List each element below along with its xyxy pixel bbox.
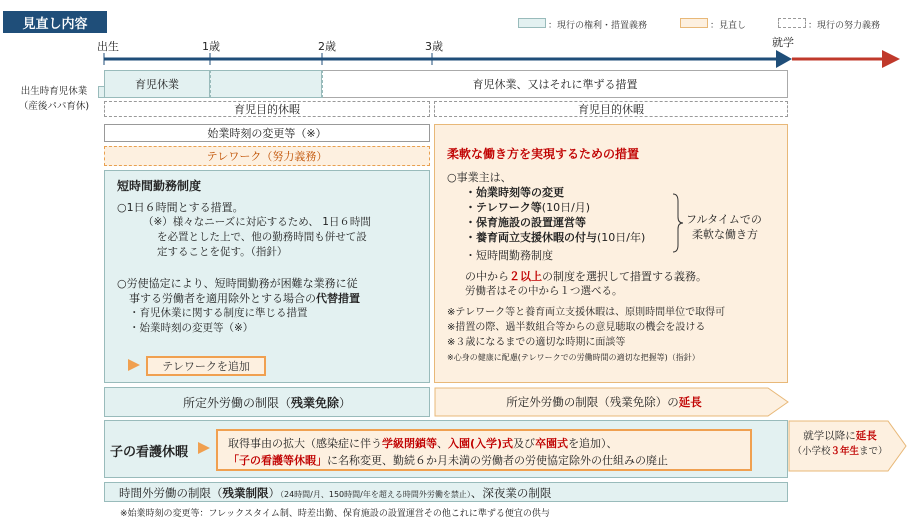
- short-hours-p1-4: 定することを促す。（指針）: [157, 246, 288, 258]
- legend-swatch-effort: [778, 18, 806, 28]
- legend-swatch-current-rights: [518, 18, 546, 28]
- axis-label-1yr: 1歳: [202, 40, 220, 53]
- short-hours-p2-1: ○労使協定により、短時間勤務が困難な業務に従: [117, 277, 358, 290]
- sick-child-arrow-icon: [198, 442, 210, 454]
- sick-child-l1-c: 、: [437, 437, 448, 450]
- flexible-note-1: ※テレワーク等と養育両立支援休暇は、原則時間単位で取得可: [447, 307, 726, 318]
- overtime-limit-c: ）: [268, 486, 280, 500]
- legend-label-effort: ：現行の努力義務: [808, 21, 881, 31]
- flexible-choose-line1: [447, 269, 775, 284]
- sick-child-l1-f: 卒園式: [535, 437, 569, 450]
- sick-child-ext-1: [790, 428, 890, 444]
- childcare-leave-or-equivalent: 育児休業、又はそれに準ずる措置: [322, 70, 788, 98]
- bracket-label-2: 柔軟な働き方: [692, 228, 758, 241]
- sick-child-l1-a: 取得事由の拡大（感染症に伴う: [228, 437, 382, 450]
- overtime-left-b: 残業免除: [290, 395, 339, 410]
- add-arrow-icon: [128, 359, 140, 371]
- footer-note: ※始業時刻の変更等：フレックスタイム制、時差出勤、保育施設の設置運営その他これに準ずる便宜の供与: [120, 509, 550, 519]
- page-title: 見直し内容: [3, 11, 107, 33]
- purpose-leave-right: 育児目的休暇: [434, 101, 788, 117]
- short-hours-block: [104, 170, 430, 383]
- sick-child-ext-b: 延長: [855, 430, 877, 442]
- papa-leave-label-1: 出生時育児休業: [20, 86, 88, 97]
- short-hours-p2-2: [117, 291, 417, 306]
- childcare-leave-bar: 育児休業: [104, 70, 210, 98]
- sick-child-ext-e: まで）: [859, 446, 888, 457]
- legend-label-current-rights: ：現行の権利・措置義務: [548, 21, 648, 31]
- papa-leave-label-2: （産後パパ育休): [18, 101, 90, 112]
- sick-child-l2-b: に名称変更、勤続６か月未満の労働者の労使協定除外の仕組みの廃止: [327, 454, 668, 467]
- flexible-choose-c: の制度を選択して措置する義務。: [542, 270, 707, 283]
- sick-child-ext-c: （小学校: [792, 446, 831, 457]
- flexible-employer: ○事業主は、: [447, 171, 512, 184]
- sick-child-ext-a: 就学以降に: [803, 430, 856, 442]
- overtime-limit-b: 残業制限: [222, 486, 269, 500]
- bracket-label-1: フルタイムでの: [686, 213, 762, 226]
- short-hours-p1-2: （※）様々なニーズに対応するため、 1日６時間: [143, 216, 371, 228]
- sick-child-line-2: [228, 452, 740, 469]
- add-telework-box: テレワークを追加: [146, 356, 266, 376]
- flexible-item-2-rest: (10日/月): [541, 201, 591, 214]
- start-time-change-row: 始業時刻の変更等（※）: [104, 124, 430, 142]
- childcare-leave-extension-1: [210, 70, 322, 98]
- sick-child-l1-e: 及び: [513, 437, 536, 450]
- flexible-note-2: ※措置の際、過半数組合等からの意見聴取の機会を設ける: [447, 322, 706, 333]
- axis-label-2yr: 2歳: [318, 40, 336, 53]
- overtime-right-a: 所定外労働の制限（残業免除）の: [506, 395, 679, 409]
- flexible-item-1: [465, 185, 775, 200]
- axis-label-3yr: 3歳: [425, 40, 443, 53]
- legend-label-review: ：見直し: [710, 21, 747, 31]
- flexible-choose-b: ２以上: [509, 270, 542, 283]
- sick-child-l1-g: を追加）、: [568, 437, 618, 450]
- overtime-left-a: 所定外労働の制限（: [182, 395, 291, 410]
- axis-label-school: 就学: [772, 36, 794, 49]
- telework-effort-row: テレワーク（努力義務）: [104, 146, 430, 166]
- sick-child-ext-2: [790, 444, 890, 460]
- sick-child-l1-b: 学級閉鎖等: [382, 437, 437, 450]
- axis-arrowhead-red: [882, 50, 900, 68]
- bracket-label: [686, 212, 762, 242]
- timeline-axis: [0, 46, 912, 72]
- sick-child-line-1: [228, 435, 740, 452]
- axis-arrowhead-blue: [776, 50, 792, 68]
- flexible-item-4-bold: ・養育両立支援休暇の付与: [465, 231, 597, 244]
- overtime-limit-a: 時間外労働の制限（: [119, 486, 223, 500]
- sick-child-review-box: [216, 429, 752, 471]
- flexible-item-2-bold: ・テレワーク等: [465, 201, 542, 214]
- overtime-limit-d: 、深夜業の制限: [470, 486, 552, 500]
- sick-child-ext-d: ３年生: [830, 446, 859, 457]
- overtime-exemption-left: [104, 387, 430, 417]
- flexible-note-3: ※３歳になるまでの適切な時期に面談等: [447, 337, 626, 348]
- flexible-choose-line2: 労働者はその中から１つ選べる。: [465, 285, 623, 297]
- short-hours-p2-2-text: 事する労働者を適用除外とする場合の: [129, 292, 316, 305]
- purpose-leave-left: 育児目的休暇: [104, 101, 430, 117]
- flexible-work-block: [434, 124, 788, 383]
- flexible-choose-a: の中から: [465, 270, 509, 283]
- sick-child-l2-a: 「子の看護等休暇」: [228, 454, 327, 467]
- legend-swatch-review: [680, 18, 708, 28]
- overtime-left-c: ）: [339, 395, 352, 410]
- sick-child-extension: [790, 428, 890, 460]
- papa-leave-label: [10, 84, 98, 114]
- sick-child-label: 子の看護休暇: [110, 445, 189, 460]
- overtime-extension-right: [434, 387, 774, 417]
- flexible-short-hours: ・短時間勤務制度: [465, 249, 553, 262]
- short-hours-item-2: ・始業時刻の変更等（※）: [129, 322, 254, 334]
- axis-label-birth: 出生: [97, 40, 119, 53]
- flexible-item-4-rest: (10日/年): [597, 231, 646, 244]
- overtime-right-b: 延長: [678, 395, 702, 409]
- short-hours-p1-3: を必置とした上で、他の勤務時間も併せて設: [157, 231, 367, 243]
- flexible-heading: 柔軟な働き方を実現するための措置: [447, 147, 640, 161]
- overtime-limit-small: （24時間/月、150時間/年を超える時間外労働を禁止）: [280, 490, 471, 499]
- overtime-limit-row: [104, 482, 788, 502]
- short-hours-p1-1: ○1日６時間とする措置。: [117, 201, 244, 214]
- short-hours-heading: 短時間勤務制度: [117, 179, 202, 193]
- bracket-icon: [672, 193, 684, 253]
- flexible-item-3-bold: ・保育施設の設置運営等: [465, 216, 586, 229]
- short-hours-p2-2-bold: 代替措置: [316, 292, 360, 305]
- sick-child-l1-d: 入園(入学)式: [448, 437, 514, 450]
- flexible-note-4: ※心身の健康に配慮(テレワークでの労働時間の適切な把握等)（指針）: [447, 353, 700, 362]
- flexible-item-1-bold: ・始業時刻等の変更: [465, 186, 564, 199]
- short-hours-item-1: ・育児休業に関する制度に準じる措置: [129, 307, 308, 319]
